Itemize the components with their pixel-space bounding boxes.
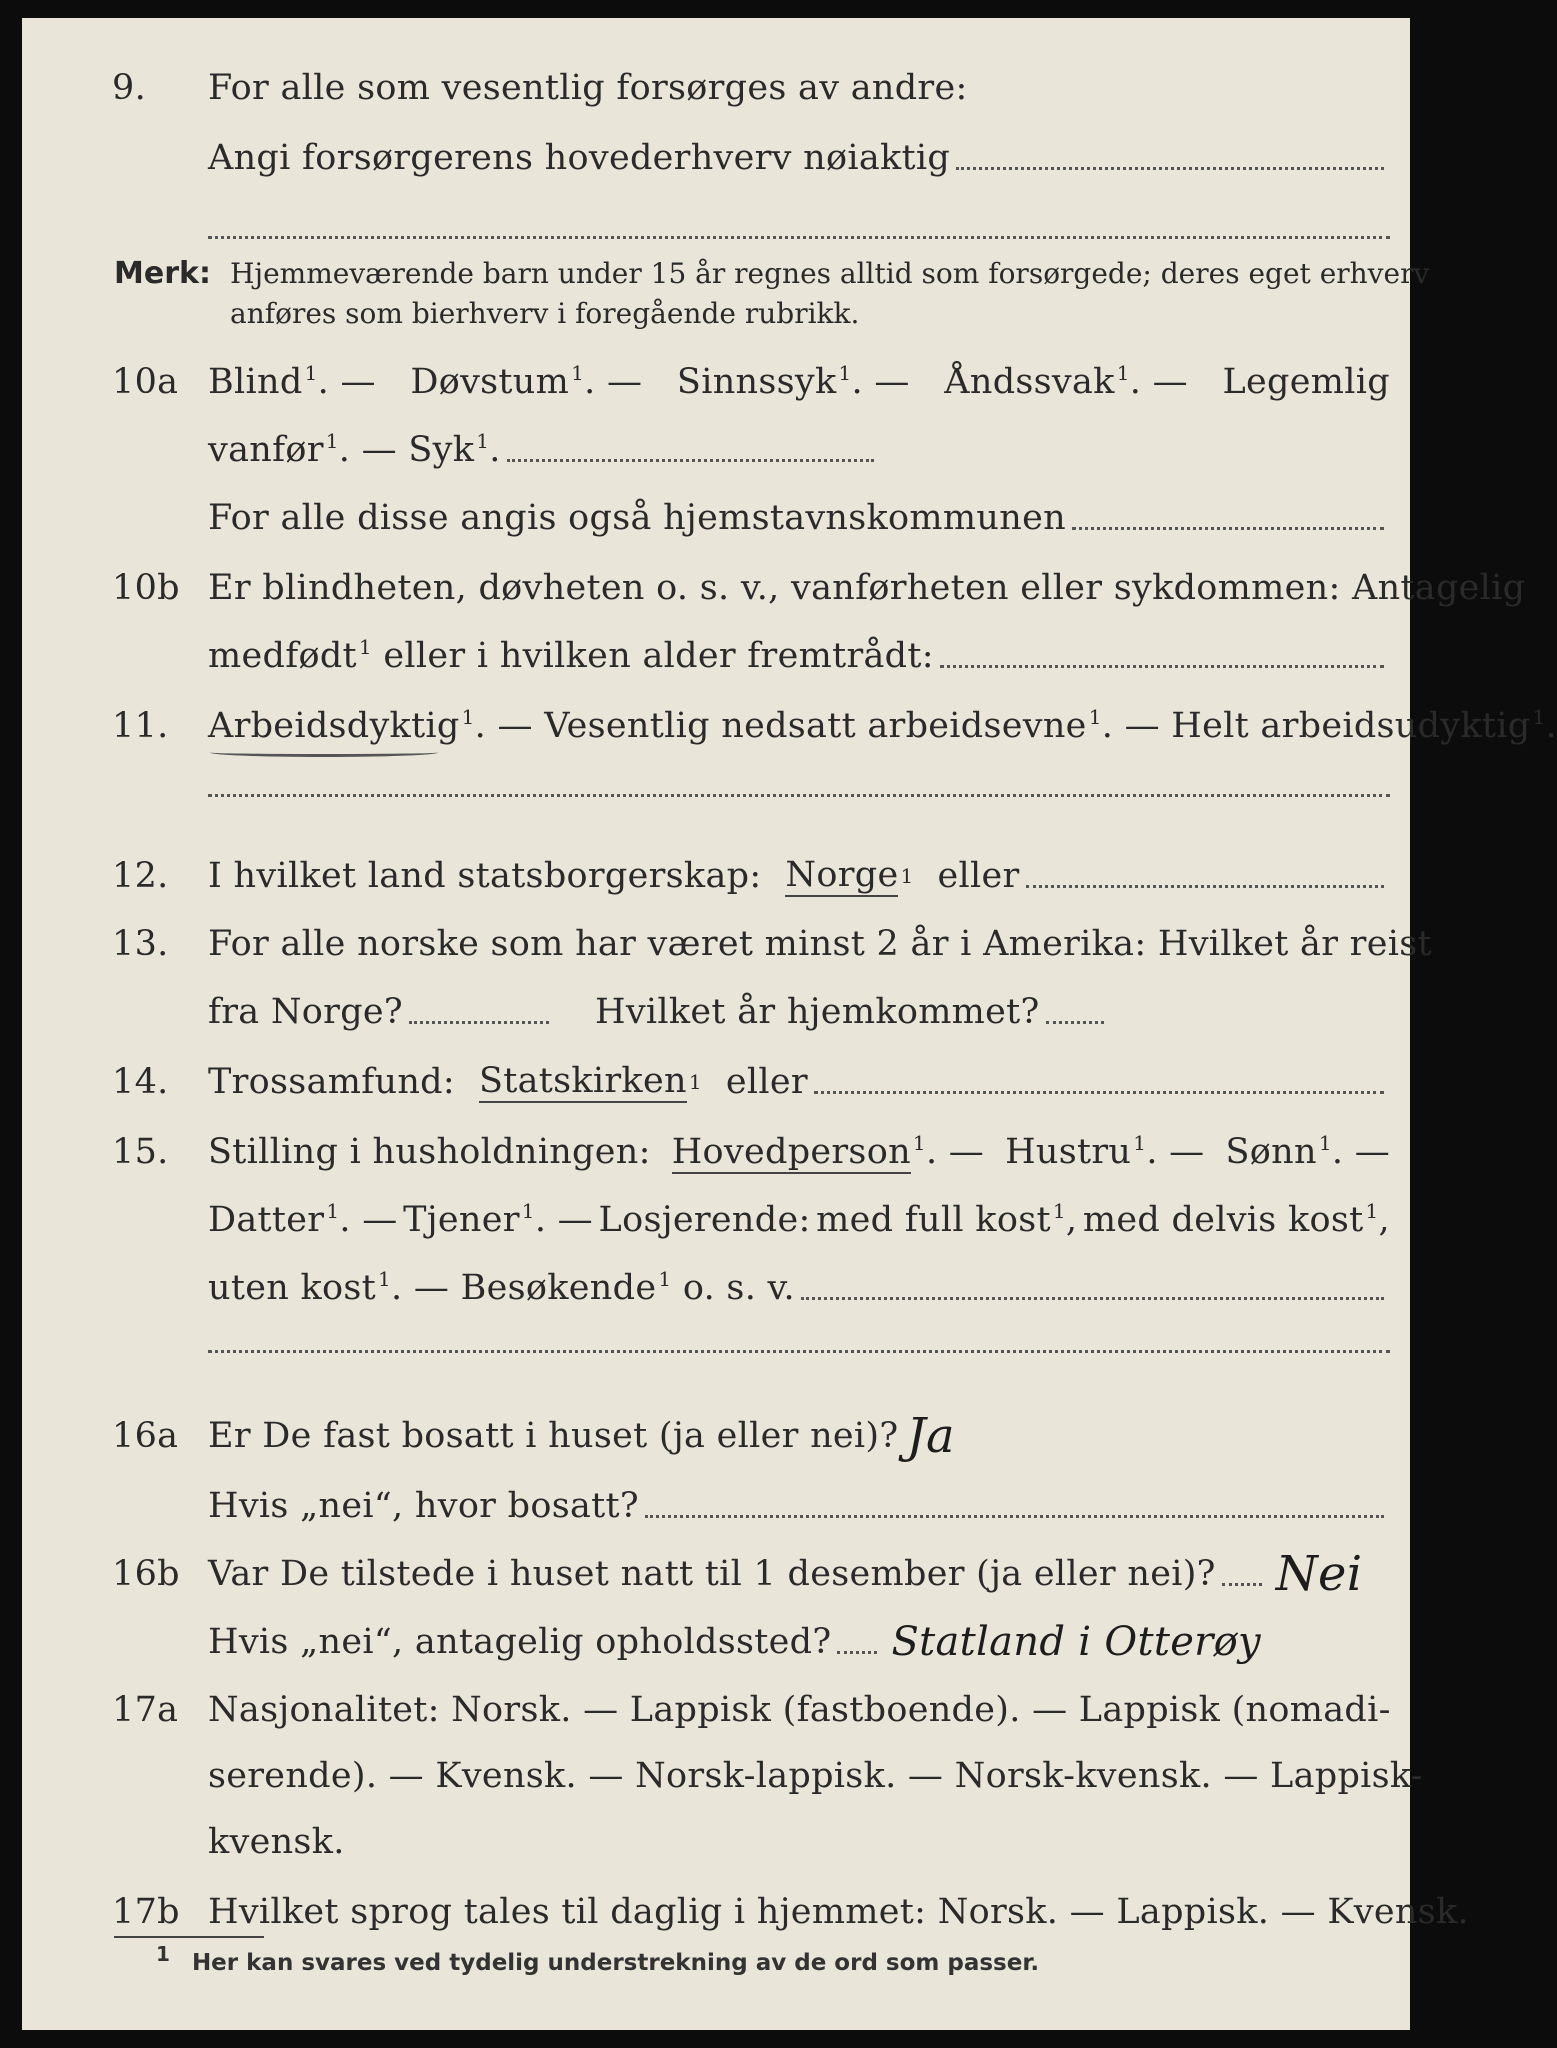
- footnote: [154, 1942, 1040, 1976]
- question-15: 15. Stilling i husholdningen: Hovedperson $^1$. — Hustru $^1$. — Sønn $^1$. —: [112, 1131, 1390, 1172]
- question-10a: 10a Blind $^1$. — Døvstum $^1$. — Sinnssyk $^1$. — Åndssvak $^1$. — Legemlig: [112, 361, 1390, 402]
- note-text: Hjemmeværende barn under 15 år regnes alltid som forsørgede; deres eget erhverv anføres som bierhverv i foregående rubrikk.: [230, 257, 1430, 330]
- option-statskirken[interactable]: Statskirken: [478, 1061, 687, 1101]
- question-16b: 16b Var De tilstede i huset natt til 1 desember (ja eller nei)? Nei: [112, 1546, 1363, 1602]
- question-number: 16a: [112, 1416, 179, 1456]
- question-17a: 17a Nasjonalitet: Norsk. — Lappisk (fastboende). — Lappisk (nomadi-: [112, 1690, 1391, 1730]
- question-10a-line3: For alle disse angis også hjemstavnskommunen: [22, 490, 1410, 546]
- question-number: 10a: [112, 362, 179, 402]
- question-9: [22, 60, 1410, 116]
- answer-field[interactable]: [801, 1297, 1384, 1300]
- dotted-separator: [208, 236, 1390, 239]
- question-number: 9.: [112, 68, 146, 108]
- question-10b-line2: medfødt $^1$ eller i hvilken alder fremtrådt:: [22, 628, 1410, 684]
- answer-field[interactable]: [956, 167, 1384, 170]
- question-number: 15.: [112, 1132, 169, 1172]
- handwritten-answer[interactable]: Statland i Otterøy: [891, 1619, 1261, 1665]
- option-arbeidsdyktig[interactable]: Arbeidsdyktig: [208, 706, 460, 746]
- handwritten-underline: [210, 748, 438, 757]
- question-text: For alle som vesentlig forsørges av andre:: [208, 68, 968, 108]
- answer-field-hjemkommet[interactable]: [1046, 1021, 1104, 1024]
- question-number: 10b: [112, 568, 180, 608]
- handwritten-answer[interactable]: Nei: [1275, 1546, 1363, 1602]
- answer-field-reist[interactable]: [409, 1021, 549, 1024]
- note-label: Merk:: [114, 256, 211, 291]
- question-14: 14. Trossamfund: Statskirken 1 eller: [22, 1054, 1410, 1110]
- question-17b: 17b Hvilket sprog tales til daglig i hjemmet: Norsk. — Lappisk. — Kvensk.: [112, 1892, 1469, 1932]
- handwritten-answer[interactable]: Ja: [906, 1408, 955, 1464]
- question-number: 17a: [112, 1690, 179, 1730]
- question-number: 12.: [112, 856, 169, 896]
- question-number: 14.: [112, 1062, 169, 1102]
- answer-field[interactable]: [1072, 527, 1384, 530]
- question-16b-line2: Hvis „nei“, antagelig opholdssted? Statland i Otterøy: [208, 1619, 1261, 1665]
- question-9-line2: [22, 130, 1410, 186]
- footnote-mark: 1: [156, 1942, 170, 1967]
- question-number: 16b: [112, 1554, 180, 1594]
- census-form-page: [22, 18, 1557, 2030]
- dotted-separator: [208, 1350, 1390, 1353]
- question-text: Angi forsørgerens hovederhverv nøiaktig: [208, 138, 951, 178]
- question-10a-line2: vanfør $^1$. — Syk $^1$.: [22, 422, 1410, 478]
- footnote-text: Her kan svares ved tydelig understrekning av de ord som passer.: [191, 1950, 1040, 1976]
- answer-field[interactable]: [940, 665, 1384, 668]
- question-17a-line2: serende). — Kvensk. — Norsk-lappisk. — Norsk-kvensk. — Lappisk-: [208, 1756, 1423, 1796]
- answer-field[interactable]: [814, 1091, 1384, 1094]
- question-13-line2: fra Norge? Hvilket år hjemkommet?: [22, 984, 1410, 1040]
- question-number: 11.: [112, 706, 169, 746]
- answer-field[interactable]: [507, 459, 874, 462]
- question-13: 13. For alle norske som har været minst 2 år i Amerika: Hvilket år reist: [112, 924, 1432, 964]
- question-10b: 10b Er blindheten, døvheten o. s. v., vanførheten eller sykdommen: Antagelig: [112, 568, 1526, 608]
- question-16a-line2: Hvis „nei“, hvor bosatt?: [22, 1478, 1410, 1534]
- question-15-line3: uten kost $^1$. — Besøkende $^1$ o. s. v.: [22, 1260, 1410, 1316]
- question-15-line2: Datter $^1$. — Tjener $^1$. — Losjerende: med full kost $^1$, med delvis kost $^1$,: [208, 1199, 1390, 1240]
- question-12: 12. I hvilket land statsborgerskap: Norge 1 eller: [22, 848, 1410, 904]
- question-17a-line3: kvensk.: [208, 1822, 345, 1862]
- question-16a: 16a Er De fast bosatt i huset (ja eller nei)? Ja: [112, 1408, 955, 1464]
- footnote-rule: [114, 1936, 264, 1938]
- option-norge[interactable]: Norge: [785, 855, 899, 895]
- answer-field[interactable]: [1026, 885, 1384, 888]
- dotted-separator: [208, 794, 1390, 797]
- question-number: 17b: [112, 1892, 180, 1932]
- question-number: 13.: [112, 924, 169, 964]
- question-11: 11. Arbeidsdyktig $^1$. — Vesentlig nedsatt arbeidsevne $^1$. — Helt arbeidsudyktig $^1$.: [112, 705, 1557, 746]
- option-hovedperson[interactable]: Hovedperson: [671, 1132, 911, 1172]
- answer-field[interactable]: [645, 1515, 1384, 1518]
